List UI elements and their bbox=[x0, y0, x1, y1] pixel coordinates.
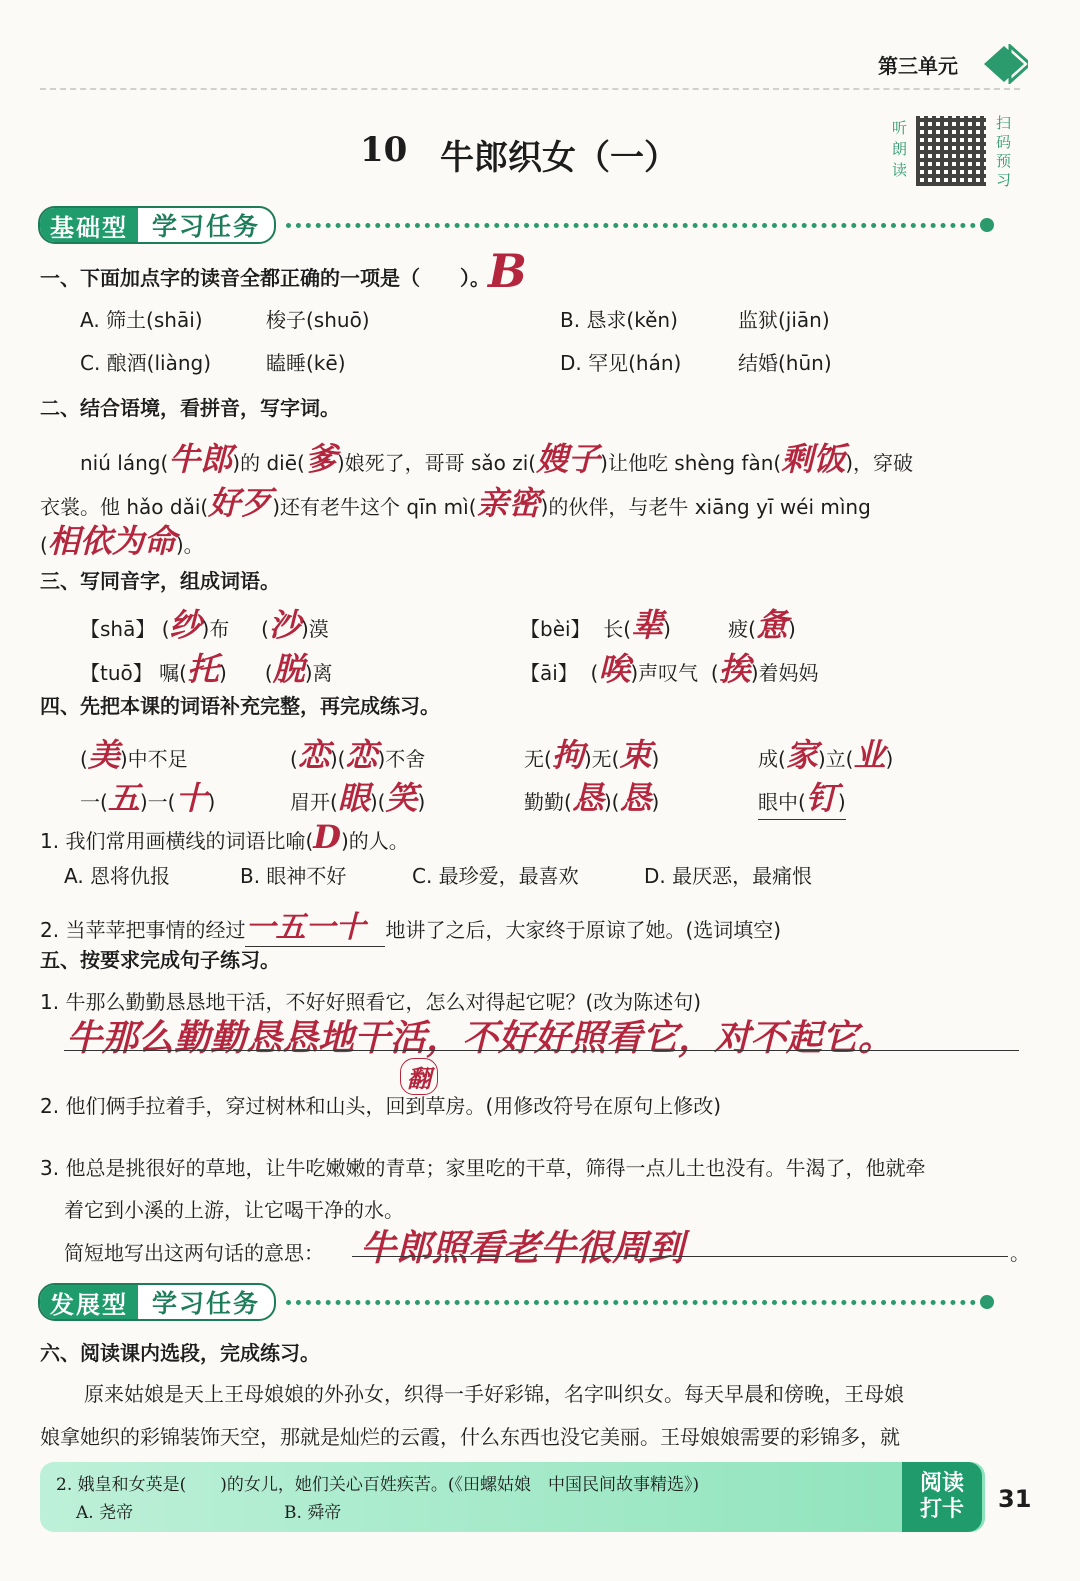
q1-opt-b: B. 恳求(kěn) bbox=[560, 308, 678, 332]
q3-prompt: 三、写同音字，组成词语。 bbox=[40, 569, 280, 593]
q3-ans-tuo1: 托 bbox=[186, 650, 219, 688]
q3-ans-sha1: 纱 bbox=[169, 606, 202, 644]
q1-opt-b2: 监狱(jiān) bbox=[738, 308, 830, 332]
reading-checkin-button[interactable]: 阅读 打卡 bbox=[902, 1462, 982, 1532]
q4-opt-b: B. 眼神不好 bbox=[240, 864, 347, 888]
q3-ans-tuo2: 脱 bbox=[272, 650, 305, 688]
q2-ans-2: 爹 bbox=[304, 440, 337, 478]
q5-sub2-correction: 翻 bbox=[400, 1058, 438, 1095]
diamond-icon bbox=[980, 44, 1028, 84]
q1-opt-d: D. 罕见(hán) bbox=[560, 351, 682, 375]
qr-code-icon[interactable] bbox=[916, 116, 986, 186]
q1-opt-c2: 瞌睡(kē) bbox=[266, 351, 346, 375]
q5-sub3-answer: 牛郎照看老牛很周到 bbox=[360, 1227, 685, 1269]
q5-prompt: 五、按要求完成句子练习。 bbox=[40, 948, 280, 972]
q4-word-2: (恋)(恋)不舍 bbox=[290, 736, 426, 774]
q4-opt-a: A. 恩将仇报 bbox=[64, 864, 171, 888]
footer-question: 2. 娥皇和女英是( )的女儿，她们关心百姓疾苦。(《田螺姑娘 中国民间故事精选》) bbox=[56, 1475, 700, 1495]
q4-sub1: 1. 我们常用画横线的词语比喻(D)的人。 bbox=[40, 818, 409, 856]
q4-word-3: 无(拘)无(束) bbox=[524, 736, 660, 774]
q6-prompt: 六、阅读课内选段，完成练习。 bbox=[40, 1341, 320, 1365]
qr-right-label: 扫码预习 bbox=[996, 114, 1012, 189]
footer-opt-b: B. 舜帝 bbox=[284, 1503, 342, 1523]
footer-opt-a: A. 尧帝 bbox=[76, 1503, 134, 1523]
unit-label: 第三单元 bbox=[878, 54, 958, 78]
q5-sub3-line bbox=[352, 1256, 1008, 1257]
q2-ans-6: 亲密 bbox=[476, 484, 541, 522]
q5-sub1: 1. 牛那么勤勤恳恳地干活，不好好照看它，怎么对得起它呢？(改为陈述句) bbox=[40, 990, 702, 1014]
q1-opt-a2: 梭子(shuō) bbox=[266, 308, 370, 332]
q5-sub1-line bbox=[64, 1050, 1019, 1051]
q3-row2-right: 【āi】 (唉)声叹气 (挨)着妈妈 bbox=[520, 650, 819, 688]
page-title: 牛郎织女（一） bbox=[440, 138, 678, 178]
q1-opt-c: C. 酿酒(liàng) bbox=[80, 351, 212, 375]
q4-word-1: (美)中不足 bbox=[80, 736, 188, 774]
q1-opt-d2: 结婚(hūn) bbox=[738, 351, 832, 375]
section-banner-develop: 发展型 学习任务 bbox=[38, 1282, 994, 1322]
lesson-number: 10 bbox=[360, 130, 408, 170]
q3-ans-bei2: 惫 bbox=[755, 606, 788, 644]
q4-prompt: 四、先把本课的词语补充完整，再完成练习。 bbox=[40, 694, 440, 718]
q4-word-6: 眉开(眼)(笑) bbox=[290, 779, 426, 817]
q4-word-7: 勤勤(恳)(恳) bbox=[524, 779, 660, 817]
qr-left-label: 听朗读 bbox=[892, 119, 908, 179]
q4-word-5: 一(五)一(十) bbox=[80, 779, 216, 817]
q2-ans-1: 牛郎 bbox=[168, 440, 233, 478]
q6-passage-1: 原来姑娘是天上王母娘娘的外孙女，织得一手好彩锦，名字叫织女。每天早晨和傍晚，王母娘 bbox=[84, 1382, 904, 1406]
q2-line3: (相依为命)。 bbox=[40, 522, 204, 560]
q4-sub2-answer: 一五一十 bbox=[245, 902, 385, 947]
q3-ans-ai1: 唉 bbox=[598, 650, 631, 688]
q3-row1-left: 【shā】 (纱)布 (沙)漠 bbox=[80, 606, 329, 644]
q1-prompt: 一、下面加点字的读音全都正确的一项是（ ）。 bbox=[40, 266, 490, 290]
q2-ans-7: 相依为命 bbox=[47, 522, 176, 560]
q4-sub1-answer: D bbox=[313, 818, 341, 856]
q2-line1: niú láng(牛郎)的 diē(爹)娘死了，哥哥 sǎo zi(嫂子)让他吃 shèng fàn(剩饭)，穿破 bbox=[80, 440, 914, 478]
q5-sub2: 2. 他们俩手拉着手，穿过树林和山头，回到草房。(用修改符号在原句上修改) bbox=[40, 1094, 722, 1118]
header-divider bbox=[40, 88, 1020, 90]
q2-ans-3: 嫂子 bbox=[536, 440, 601, 478]
q4-opt-d: D. 最厌恶，最痛恨 bbox=[644, 864, 813, 888]
q4-word-4: 成(家)立(业) bbox=[758, 736, 894, 774]
q5-sub3-line1: 3. 他总是挑很好的草地，让牛吃嫩嫩的青草；家里吃的干草，筛得一点儿土也没有。牛渴了，他就牵 bbox=[40, 1156, 926, 1180]
section-banner-basic: 基础型 学习任务 bbox=[38, 205, 994, 245]
q6-passage-2: 娘拿她织的彩锦装饰天空，那就是灿烂的云霞，什么东西也没它美丽。王母娘娘需要的彩锦多，就 bbox=[40, 1425, 900, 1449]
q2-line2: 衣裳。他 hǎo dǎi(好歹)还有老牛这个 qīn mì(亲密)的伙伴，与老牛 xiāng yī wéi mìng bbox=[40, 484, 871, 522]
q4-word-8: 眼中(钉) bbox=[758, 773, 846, 820]
q1-answer: B bbox=[488, 244, 527, 298]
period-mark: 。 bbox=[1010, 1241, 1030, 1265]
q3-ans-bei1: 辈 bbox=[631, 606, 664, 644]
q2-ans-5: 好歹 bbox=[208, 484, 273, 522]
q1-opt-a: A. 筛土(shāi) bbox=[80, 308, 203, 332]
q3-ans-ai2: 挨 bbox=[718, 650, 751, 688]
q4-opt-c: C. 最珍爱，最喜欢 bbox=[412, 864, 579, 888]
q2-ans-4: 剩饭 bbox=[781, 440, 846, 478]
q5-sub3-line2: 着它到小溪的上游，让它喝干净的水。 bbox=[64, 1198, 404, 1222]
q3-row1-right: 【bèi】 长(辈) 疲(惫) bbox=[520, 606, 796, 644]
q2-prompt: 二、结合语境，看拼音，写字词。 bbox=[40, 396, 340, 420]
q3-ans-sha2: 沙 bbox=[268, 606, 301, 644]
q4-sub2: 2. 当苹苹把事情的经过一五一十 地讲了之后，大家终于原谅了她。(选词填空) bbox=[40, 902, 781, 947]
q5-sub1-answer: 牛那么勤勤恳恳地干活，不好好照看它，对不起它。 bbox=[66, 1017, 895, 1059]
q3-row2-left: 【tuō】 嘱(托) (脱)离 bbox=[80, 650, 333, 688]
page-number: 31 bbox=[998, 1485, 1032, 1513]
q5-sub3-label: 简短地写出这两句话的意思： bbox=[64, 1241, 324, 1265]
